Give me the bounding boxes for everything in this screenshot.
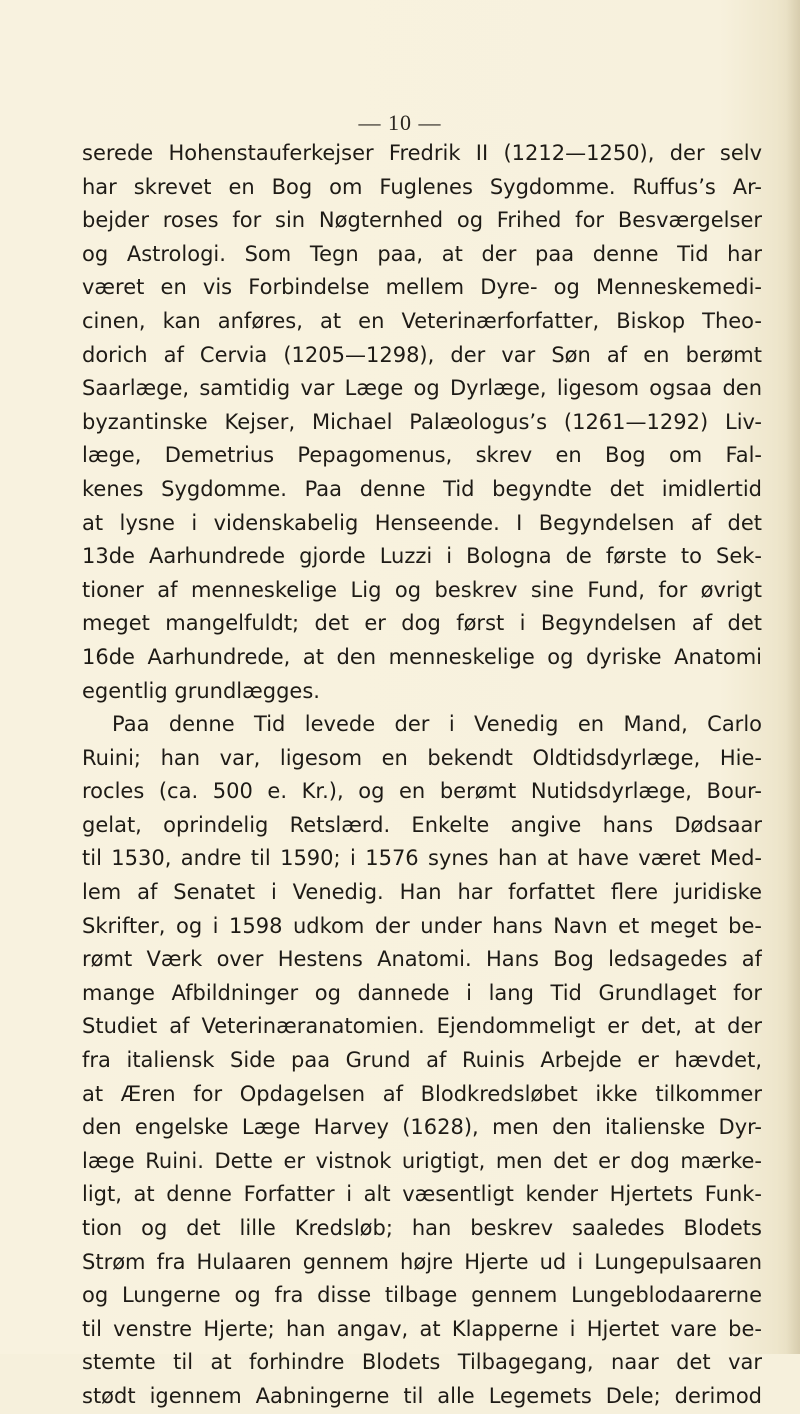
text-line: at Æren for Opdagelsen af Blodkredsløbet ikke tilkommer	[82, 1081, 762, 1106]
text-line: bejder roses for sin Nøgternhed og Frihed for Besværgelser	[82, 208, 762, 233]
text-line: tion og det lille Kredsløb; han beskrev saaledes Blodets	[82, 1216, 762, 1240]
text-line: cinen, kan anføres, at en Veterinærforfatter, Biskop Theo-	[82, 308, 762, 333]
text-line: til 1530, andre til 1590; i 1576 synes han at have været Med-	[82, 846, 762, 871]
paragraph-end-line: egentlig grundlægges.	[82, 678, 320, 703]
text-line: stemte til at forhindre Blodets Tilbagegang, naar det var	[82, 1350, 762, 1375]
text-line: dorich af Cervia (1205—1298), der var Søn af en berømt	[82, 342, 762, 367]
text-line: at lysne i videnskabelig Henseende. I Begyndelsen af det	[82, 510, 762, 535]
text-line: tioner af menneskelige Lig og beskrev sine Fund, for øvrigt	[82, 577, 762, 602]
text-line: gelat, oprindelig Retslærd. Enkelte angive hans Dødsaar	[82, 812, 762, 837]
text-line: fra italiensk Side paa Grund af Ruinis Arbejde er hævdet,	[82, 1048, 762, 1073]
text-line: Saarlæge, samtidig var Læge og Dyrlæge, ligesom ogsaa den	[82, 376, 762, 401]
text-line: den engelske Læge Harvey (1628), men den italienske Dyr-	[82, 1115, 762, 1140]
page-edge-shadow	[786, 0, 800, 1354]
page-number: — 10 —	[358, 110, 442, 135]
text-line: lem af Senatet i Venedig. Han har forfattet flere juridiske	[82, 880, 762, 905]
text-line: læge, Demetrius Pepagomenus, skrev en Bog om Fal-	[82, 443, 762, 468]
text-line: Skrifter, og i 1598 udkom der under hans Navn et meget be-	[82, 913, 762, 938]
text-line: Strøm fra Hulaaren gennem højre Hjerte ud i Lungepulsaaren	[82, 1249, 762, 1274]
text-line: 13de Aarhundrede gjorde Luzzi i Bologna de første to Sek-	[82, 544, 762, 569]
text-line: været en vis Forbindelse mellem Dyre- og Menneskemedi-	[82, 275, 762, 300]
text-line: læge Ruini. Dette er vistnok urigtigt, men det er dog mærke-	[82, 1148, 762, 1173]
text-line: Studiet af Veterinæranatomien. Ejendommeligt er det, at der	[82, 1014, 762, 1039]
text-line: ligt, at denne Forfatter i alt væsentligt kender Hjertets Funk-	[82, 1182, 762, 1207]
text-line: byzantinske Kejser, Michael Palæologus’s (1261—1292) Liv-	[82, 409, 762, 434]
text-line: mange Afbildninger og dannede i lang Tid Grundlaget for	[82, 980, 762, 1005]
text-line: stødt igennem Aabningerne til alle Legemets Dele; derimod	[82, 1383, 762, 1408]
text-line: rømt Værk over Hestens Anatomi. Hans Bog ledsagedes af	[82, 947, 762, 972]
text-line: rocles (ca. 500 e. Kr.), og en berømt Nutidsdyrlæge, Bour-	[82, 779, 762, 804]
text-line: serede Hohenstauferkejser Fredrik II (1212—1250), der selv	[82, 141, 762, 165]
text-line: til venstre Hjerte; han angav, at Klapperne i Hjertet vare be-	[82, 1316, 762, 1341]
text-line: kenes Sygdomme. Paa denne Tid begyndte det imidlertid	[82, 476, 762, 501]
text-line: og Lungerne og fra disse tilbage gennem Lungeblodaarerne	[82, 1283, 762, 1308]
body-text	[82, 137, 762, 1414]
text-line: 16de Aarhundrede, at den menneskelige og dyriske Anatomi	[82, 644, 762, 669]
text-line: og Astrologi. Som Tegn paa, at der paa denne Tid har	[82, 241, 762, 266]
paragraph-start-line: Paa denne Tid levede der i Venedig en Mand, Carlo	[112, 712, 762, 737]
text-line: har skrevet en Bog om Fuglenes Sygdomme. Ruffus’s Ar-	[82, 174, 762, 199]
text-line: Ruini; han var, ligesom en bekendt Oldtidsdyrlæge, Hie-	[82, 745, 762, 770]
text-line: meget mangelfuldt; det er dog først i Begyndelsen af det	[82, 611, 762, 636]
